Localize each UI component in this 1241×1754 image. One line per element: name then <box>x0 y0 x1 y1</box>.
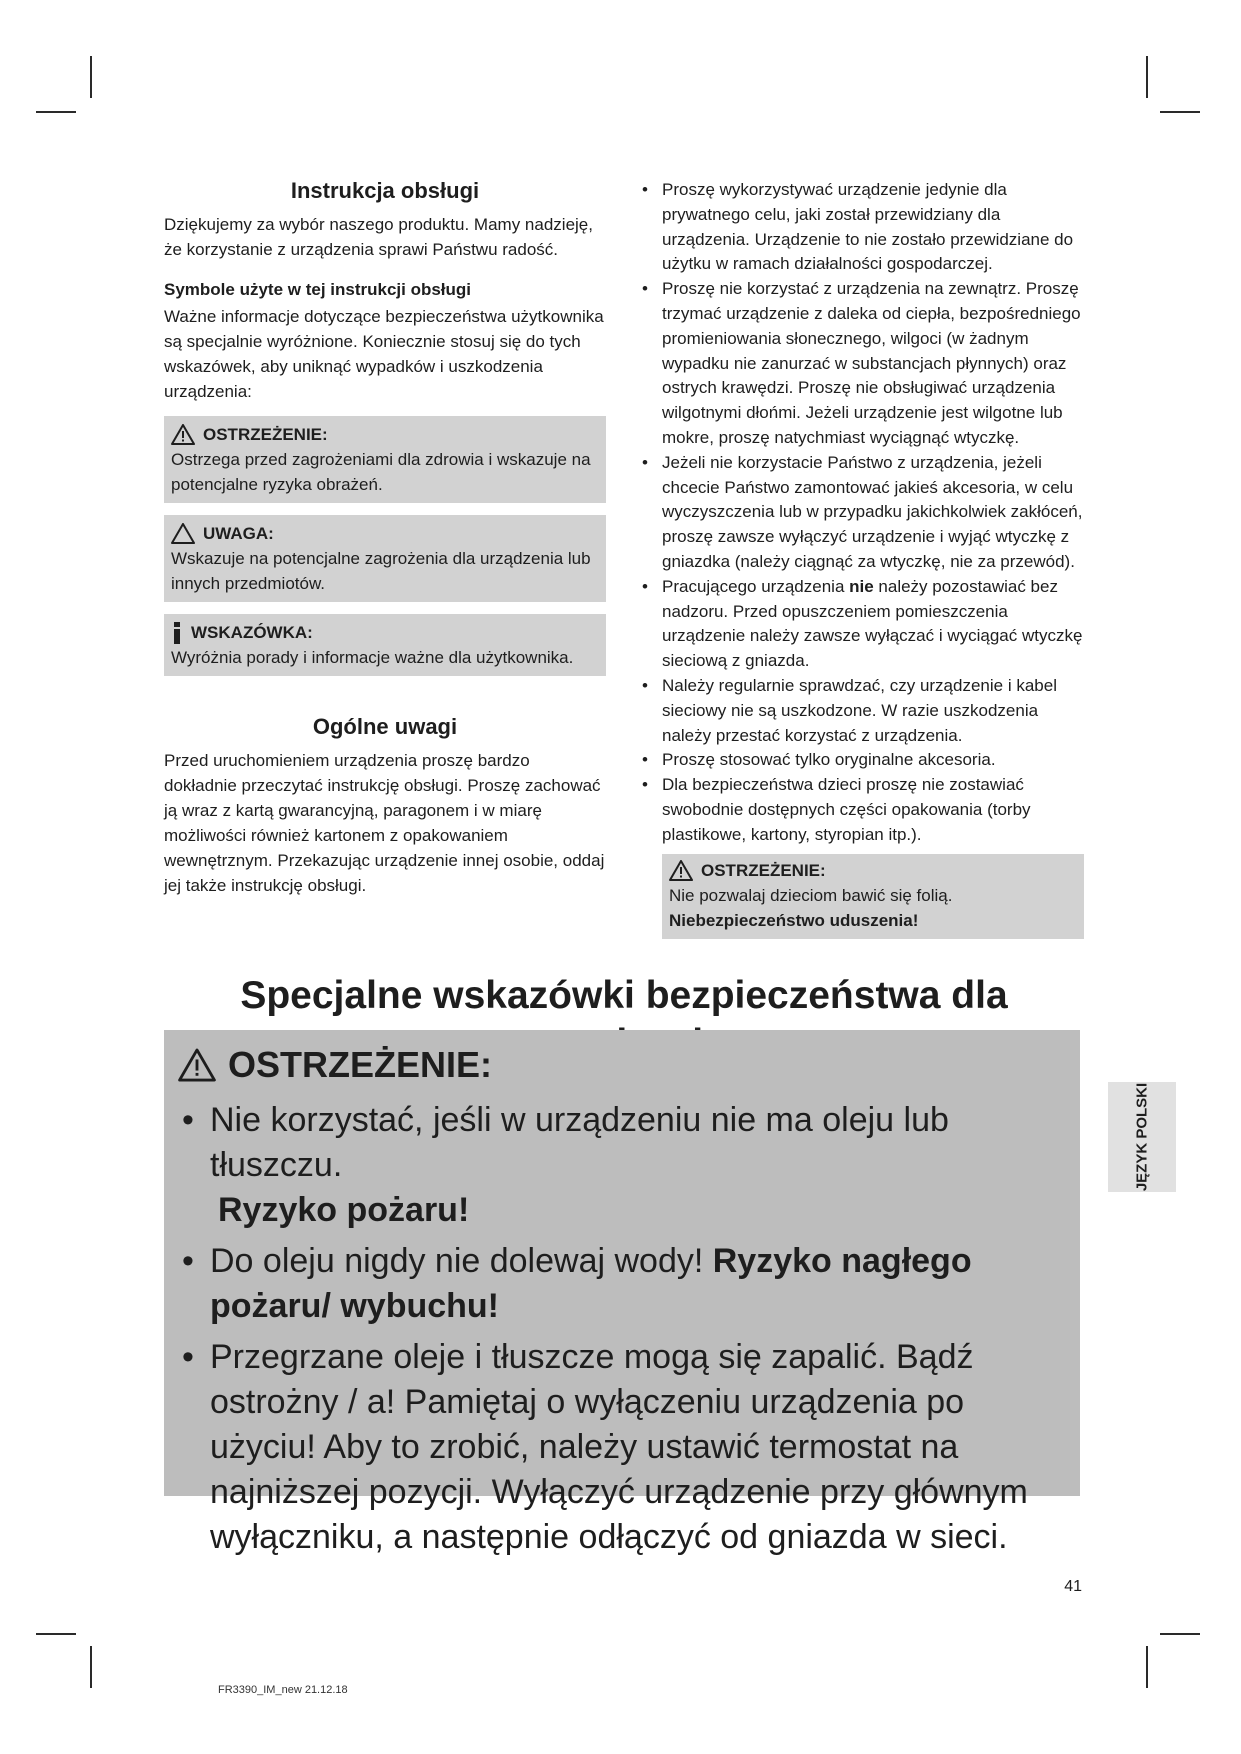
general-text: Przed uruchomieniem urządzenia proszę bardzo dokładnie przeczytać instrukcję obsługi. Proszę zachować ją wraz z kartą gwarancyjną, paragonem i w miarę możliwości również kartonem z opakowaniem wewnętrznym. Przekazując urządzenie innej osobie, oddaj jej także instrukcję obsługi. <box>164 751 605 895</box>
warning-text-bold: Niebezpieczeństwo uduszenia! <box>669 910 919 930</box>
info-icon <box>171 622 183 644</box>
warning-label: OSTRZEŻENIE: <box>701 860 826 880</box>
left-column <box>164 178 606 898</box>
caution-text: Wskazuje na potencjalne zagrożenia dla urządzenia lub innych przedmiotów. <box>171 549 591 593</box>
crop-mark <box>36 111 76 113</box>
language-tab <box>1108 1082 1176 1192</box>
special-warning-label: OSTRZEŻENIE: <box>228 1044 493 1085</box>
hint-text: Wyróżnia porady i informacje ważne dla użytkownika. <box>171 648 574 667</box>
list-item <box>178 1239 1066 1329</box>
list-item-text: Pracującego urządzenia <box>662 576 850 596</box>
safety-list <box>640 178 1084 848</box>
crop-mark <box>1146 56 1148 98</box>
crop-mark <box>90 56 92 98</box>
page-number: 41 <box>1064 1578 1082 1595</box>
warning-text-plain: Nie pozwalaj dzieciom bawić się folią. <box>669 885 953 905</box>
language-tab-label: JĘZYK POLSKI <box>1133 1082 1151 1192</box>
list-item-text: Nie korzystać, jeśli w urządzeniu nie ma oleju lub tłuszczu. <box>210 1101 949 1184</box>
special-list <box>178 1098 1066 1560</box>
list-item-text: należy pozostawiać bez nadzoru. Przed opuszczeniem pomieszczenia urządzenie należy zawsze wyłączać i wyciągać wtyczkę sieciową z gniazda. <box>662 576 1083 671</box>
list-item: • Proszę wykorzystywać urządzenie jedynie dla prywatnego celu, jaki został przewidziany dla urządzenia. Urządzenie to nie zostało przewidziane do użytku w ramach działalności gospodarczej. <box>640 178 1084 277</box>
list-item: • Przegrzane oleje i tłuszcze mogą się zapalić. Bądź ostrożny / a! Pamiętaj o wyłączeniu urządzenia po użyciu! Aby to zrobić, należy ustawić termostat na najniższej pozycji. Wyłączyć urządzenie przy głównym wyłączniku, a następnie odłączyć od gniazda w sieci. <box>178 1335 1066 1560</box>
list-item-bold: Ryzyko nagłego pożaru/ wybuchu! <box>210 1242 972 1325</box>
warning-triangle-icon <box>669 860 693 881</box>
hint-label: WSKAZÓWKA: <box>191 623 313 642</box>
caution-triangle-icon <box>171 523 195 544</box>
crop-mark <box>1146 1646 1148 1688</box>
hint-box <box>164 614 606 676</box>
warning-text: Ostrzega przed zagrożeniami dla zdrowia i wskazuje na potencjalne ryzyka obrażeń. <box>171 450 591 494</box>
warning-text <box>669 883 1077 933</box>
warning-triangle-icon <box>178 1048 216 1082</box>
warning-box <box>164 416 606 503</box>
warning-label: OSTRZEŻENIE: <box>203 425 328 444</box>
footer-code: FR3390_IM_new 21.12.18 <box>218 1684 348 1696</box>
list-item <box>178 1098 1066 1233</box>
list-item: • Należy regularnie sprawdzać, czy urządzenie i kabel sieciowy nie są uszkodzone. W razie uszkodzenia należy przestać korzystać z urządzenia. <box>640 674 1084 748</box>
special-warning-box <box>164 1030 1080 1556</box>
list-item-bold: Ryzyko pożaru! <box>218 1191 470 1229</box>
general-title: Ogólne uwagi <box>312 714 458 739</box>
crop-mark <box>1160 1633 1200 1635</box>
list-item-text: Do oleju nigdy nie dolewaj wody! <box>210 1242 713 1280</box>
list-item: • Dla bezpieczeństwa dzieci proszę nie zostawiać swobodnie dostępnych części opakowania (torby plastikowe, kartony, styropian itp.). <box>640 773 1084 847</box>
list-item <box>640 575 1084 674</box>
caution-label: UWAGA: <box>203 524 274 543</box>
symbols-text: Ważne informacje dotyczące bezpieczeństwa użytkownika są specjalnie wyróżnione. Koniecznie stosuj się do tych wskazówek, aby uniknąć wypadków i uszkodzenia urządzenia: <box>164 307 604 401</box>
page-title: Instrukcja obsługi <box>290 178 480 203</box>
intro-text: Dziękujemy za wybór naszego produktu. Mamy nadzieję, że korzystanie z urządzenia sprawi Państwu radość. <box>164 215 593 259</box>
list-item: • Proszę stosować tylko oryginalne akcesoria. <box>640 748 1084 773</box>
list-item-bold: nie <box>849 576 874 596</box>
crop-mark <box>36 1633 76 1635</box>
crop-mark <box>1160 111 1200 113</box>
list-item: • Proszę nie korzystać z urządzenia na zewnątrz. Proszę trzymać urządzenie z daleka od ciepła, bezpośredniego promieniowania słonecznego, wilgoci (w żadnym wypadku nie zanurzać w substancjach płynnych) oraz ostrych krawędzi. Proszę nie obsługiwać urządzenia wilgotnymi dłońmi. Jeżeli urządzenie jest wilgotne lub mokre, proszę natychmiast wyciągnąć wtyczkę. <box>640 277 1084 451</box>
warning-box-children <box>662 854 1084 939</box>
crop-mark <box>90 1646 92 1688</box>
symbols-heading: Symbole użyte w tej instrukcji obsługi <box>164 280 472 299</box>
list-item: • Jeżeli nie korzystacie Państwo z urządzenia, jeżeli chcecie Państwo zamontować jakieś akcesoria, w celu wyczyszczenia lub w przypadku jakichkolwiek zakłóceń, proszę zawsze wyłączyć urządzenie i wyjąć wtyczkę z gniazdka (należy ciągnąć za wtyczkę, nie za przewód). <box>640 451 1084 575</box>
special-title: Specjalne wskazówki bezpieczeństwa dla <box>240 974 1008 1017</box>
caution-box <box>164 515 606 602</box>
right-column <box>640 178 1084 939</box>
warning-triangle-icon <box>171 424 195 445</box>
